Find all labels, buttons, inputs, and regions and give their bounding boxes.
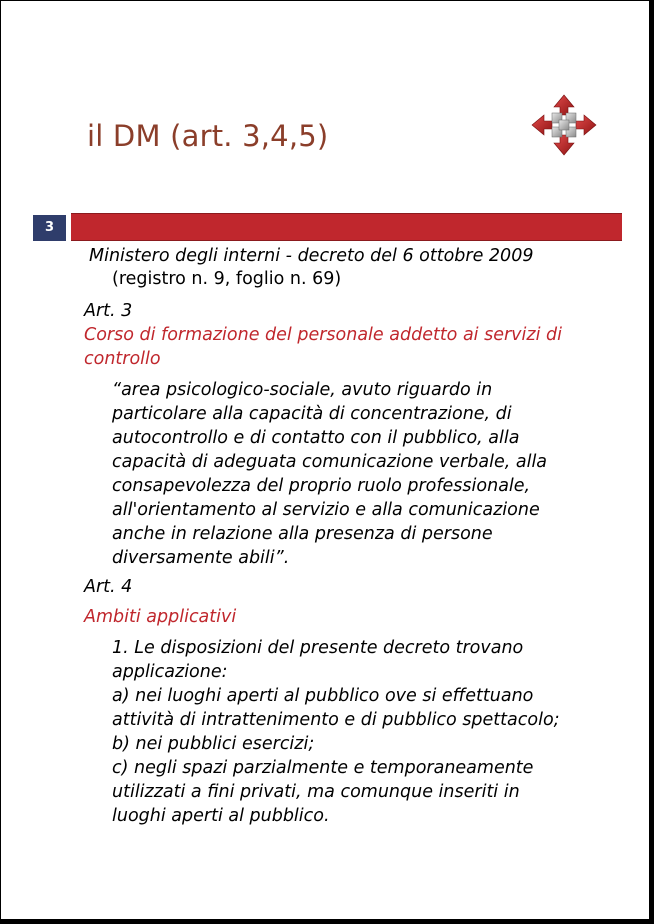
art3-quote-line: particolare alla capacità di concentrazione, di bbox=[112, 404, 512, 424]
art3-heading-line: Corso di formazione del personale addetto ai servizi di bbox=[84, 325, 562, 345]
art3-quote-line: all'orientamento al servizio e alla comunicazione bbox=[112, 500, 540, 520]
header-bar bbox=[71, 213, 622, 241]
art3-quote-line: diversamente abili”. bbox=[112, 548, 290, 568]
slide-title: il DM (art. 3,4,5) bbox=[87, 119, 329, 153]
decree-source-line: Ministero degli interni - decreto del 6 ottobre 2009 bbox=[89, 246, 534, 266]
art3-heading-line: controllo bbox=[84, 349, 161, 369]
art4-body-line: a) nei luoghi aperti al pubblico ove si effettuano bbox=[112, 686, 534, 706]
art4-body-line: 1. Le disposizioni del presente decreto trovano bbox=[112, 638, 524, 658]
art3-quote-line: anche in relazione alla presenza di persone bbox=[112, 524, 493, 544]
decree-registry-line: (registro n. 9, foglio n. 69) bbox=[112, 269, 342, 289]
red-arrows-cross-logo-icon bbox=[530, 93, 598, 157]
art4-body-line: b) nei pubblici esercizi; bbox=[112, 734, 315, 754]
art4-label: Art. 4 bbox=[84, 577, 133, 597]
art3-quote-line: autocontrollo e di contatto con il pubblico, alla bbox=[112, 428, 520, 448]
art3-quote-line: “area psicologico-sociale, avuto riguardo in bbox=[112, 380, 493, 400]
slide-number-badge: 3 bbox=[33, 215, 66, 241]
art4-body-line: luoghi aperti al pubblico. bbox=[112, 806, 330, 826]
art4-body-line: utilizzati a fini privati, ma comunque inseriti in bbox=[112, 782, 520, 802]
art3-quote-line: consapevolezza del proprio ruolo professionale, bbox=[112, 476, 531, 496]
art4-heading: Ambiti applicativi bbox=[84, 607, 237, 627]
art4-body-line: c) negli spazi parzialmente e temporaneamente bbox=[112, 758, 534, 778]
art4-body-line: applicazione: bbox=[112, 662, 228, 682]
art3-quote-line: capacità di adeguata comunicazione verbale, alla bbox=[112, 452, 548, 472]
art3-label: Art. 3 bbox=[84, 301, 133, 321]
art4-body-line: attività di intrattenimento e di pubblico spettacolo; bbox=[112, 710, 560, 730]
